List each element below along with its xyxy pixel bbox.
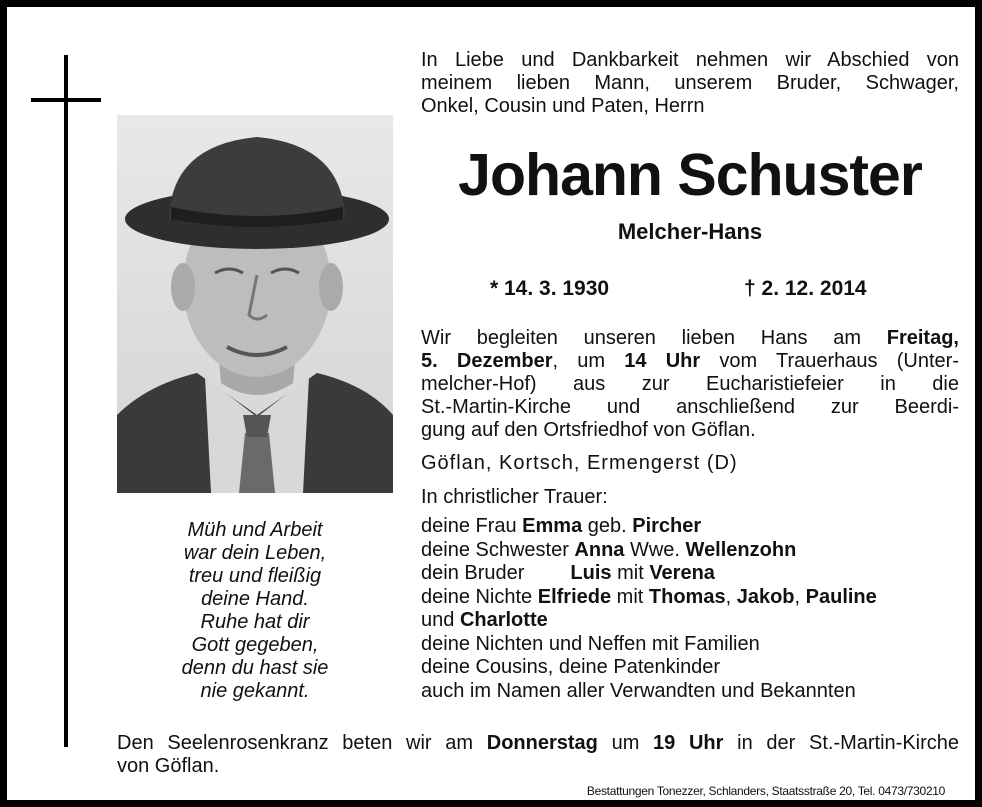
day-emphasis: Donnerstag [486,732,598,754]
poem-line: Müh und Arbeit [187,519,323,541]
text: geb. [582,515,633,537]
list-item: auch im Namen aller Verwandten und Bekannten [421,679,856,702]
mourning-heading: In christlicher Trauer: [421,486,608,508]
text: dein Bruder [421,562,525,584]
rosary-line [117,732,959,755]
mourners-list [421,515,959,703]
poem-line: war dein Leben, [183,542,327,564]
list-item: deine Cousins, deine Patenkinder [421,656,721,678]
text: , um [552,350,625,372]
poem [117,519,393,703]
text: , [725,585,737,608]
text: vom Trauerhaus (Unter- [700,350,959,372]
funeral-line: St.-Martin-Kirche und anschließend zur Beerdi- [421,396,959,418]
name-emphasis: Charlotte [459,609,548,631]
name-emphasis: Elfriede [537,585,612,608]
list-item [421,562,959,586]
funeral-line [421,327,959,350]
funeral-line [421,350,959,373]
funeral-line: melcher-Hof) aus zur Eucharistiefeier in die [421,373,959,395]
deceased-nickname: Melcher-Hans [617,219,763,244]
text: mit [611,585,649,608]
poem-line: Ruhe hat dir [200,611,310,633]
funeral-line: gung auf den Ortsfriedhof von Göflan. [421,419,756,441]
name-emphasis: Emma [522,515,583,537]
poem-line: denn du hast sie [181,657,329,679]
name-emphasis: Anna [574,538,625,561]
poem-line: Gott gegeben, [191,634,319,656]
date-emphasis: 5. Dezember [421,350,553,372]
deceased-name: Johann Schuster [458,142,922,208]
time-emphasis: 19 Uhr [653,732,724,754]
intro-line: In Liebe und Dankbarkeit nehmen wir Abschied von [421,49,959,71]
list-item: deine Nichten und Neffen mit Familien [421,632,760,655]
list-item [421,539,959,563]
portrait-photo [117,115,393,493]
text: und [421,609,460,631]
funeral-notice [421,327,959,442]
name-emphasis: Wellenzohn [685,538,797,561]
death-date: † 2. 12. 2014 [744,277,867,300]
text: in der St.-Martin-Kirche [723,732,960,754]
intro-line: Onkel, Cousin und Paten, Herrn [421,95,705,117]
funeral-home-footer: Bestattungen Tonezzer, Schlanders, Staatsstraße 20, Tel. 0473/730210 [586,784,945,798]
cross-icon-vertical [64,55,68,747]
name-emphasis: Pauline [805,585,877,608]
name-emphasis: Pircher [632,515,702,537]
places: Göflan, Kortsch, Ermengerst (D) [421,452,738,474]
text: deine Frau [421,515,523,537]
name-emphasis: Jakob [736,585,795,608]
name-emphasis: Thomas [648,585,726,608]
list-item [421,586,959,610]
text: Den Seelenrosenkranz beten wir am [117,732,487,754]
poem-line: nie gekannt. [200,680,310,702]
text: Wir begleiten unseren lieben Hans am [421,327,887,349]
list-item [421,609,959,633]
rosary-notice [117,732,959,778]
time-emphasis: 14 Uhr [624,350,701,372]
text: , [794,585,806,608]
birth-date: * 14. 3. 1930 [490,277,610,300]
text: mit [611,562,650,584]
name-emphasis: Verena [649,562,715,584]
intro-line: meinem lieben Mann, unserem Bruder, Schwager, [421,72,959,94]
name-emphasis: Luis [570,562,612,584]
intro-text [421,49,959,118]
poem-line: deine Hand. [201,588,309,610]
rosary-line: von Göflan. [117,755,220,777]
day-emphasis: Freitag, [886,327,959,349]
list-item [421,515,959,539]
poem-line: treu und fleißig [188,565,322,587]
text: Wwe. [624,538,686,561]
text: um [597,732,654,754]
text: deine Nichte [421,585,538,608]
cross-icon-horizontal [31,98,101,102]
text: deine Schwester [421,538,575,561]
